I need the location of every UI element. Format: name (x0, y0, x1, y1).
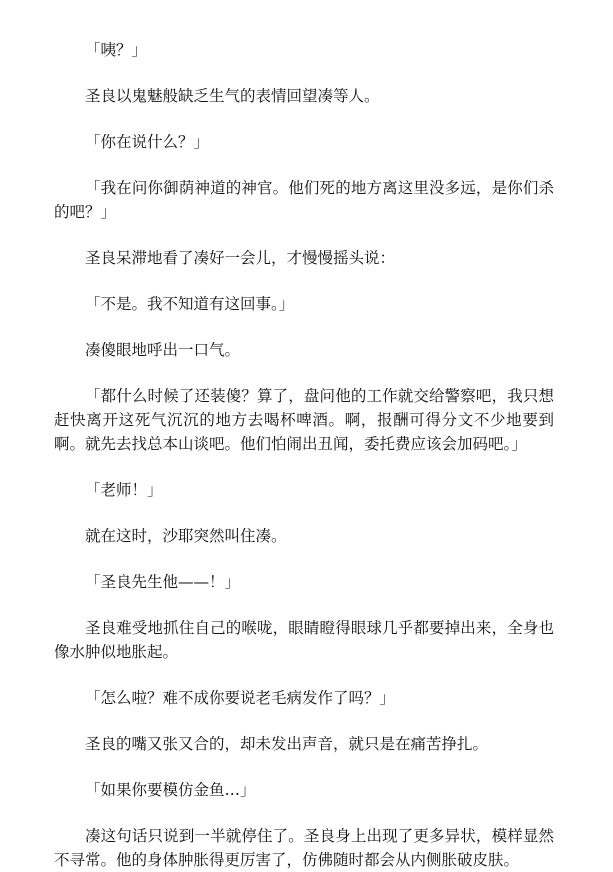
paragraph-8: 「都什么时候了还装傻？算了，盘问他的工作就交给警察吧，我只想赶快离开这死气沉沉的地方去喝杯啤酒。啊，报酬可得分文不少地要到啊。就先去找总本山谈吧。他们怕闹出丑闻，委托费应该会加码吧。」 (54, 387, 554, 453)
paragraph-12: 圣良难受地抓住自己的喉咙，眼睛瞪得眼球几乎都要掉出来，全身也像水肿似地胀起。 (54, 619, 554, 661)
paragraph-7: 凑傻眼地呼出一口气。 (85, 341, 241, 359)
document-page (54, 38, 554, 872)
paragraph-9: 「老师！」 (85, 481, 163, 499)
paragraph-13: 「怎么啦？难不成你要说老毛病发作了吗？」 (85, 689, 396, 707)
paragraph-2: 圣良以鬼魅般缺乏生气的表情回望凑等人。 (85, 87, 380, 105)
paragraph-6: 「不是。我不知道有这回事。」 (85, 295, 295, 313)
paragraph-5: 圣良呆滞地看了凑好一会儿，才慢慢摇头说： (85, 249, 396, 267)
paragraph-1: 「咦？」 (85, 41, 148, 59)
paragraph-4: 「我在问你御荫神道的神官。他们死的地方离这里没多远，是你们杀的吧？」 (54, 179, 554, 221)
paragraph-10: 就在这时，沙耶突然叫住凑。 (85, 527, 287, 545)
paragraph-3: 「你在说什么？」 (85, 133, 210, 151)
paragraph-16: 凑这句话只说到一半就停住了。圣良身上出现了更多异状，模样显然不寻常。他的身体肿胀得更厉害了，仿佛随时都会从内侧胀破皮肤。 (54, 827, 554, 869)
paragraph-11: 「圣良先生他——！」 (85, 573, 241, 591)
paragraph-15: 「如果你要模仿金鱼…」 (85, 781, 256, 799)
paragraph-14: 圣良的嘴又张又合的，却未发出声音，就只是在痛苦挣扎。 (85, 735, 489, 753)
